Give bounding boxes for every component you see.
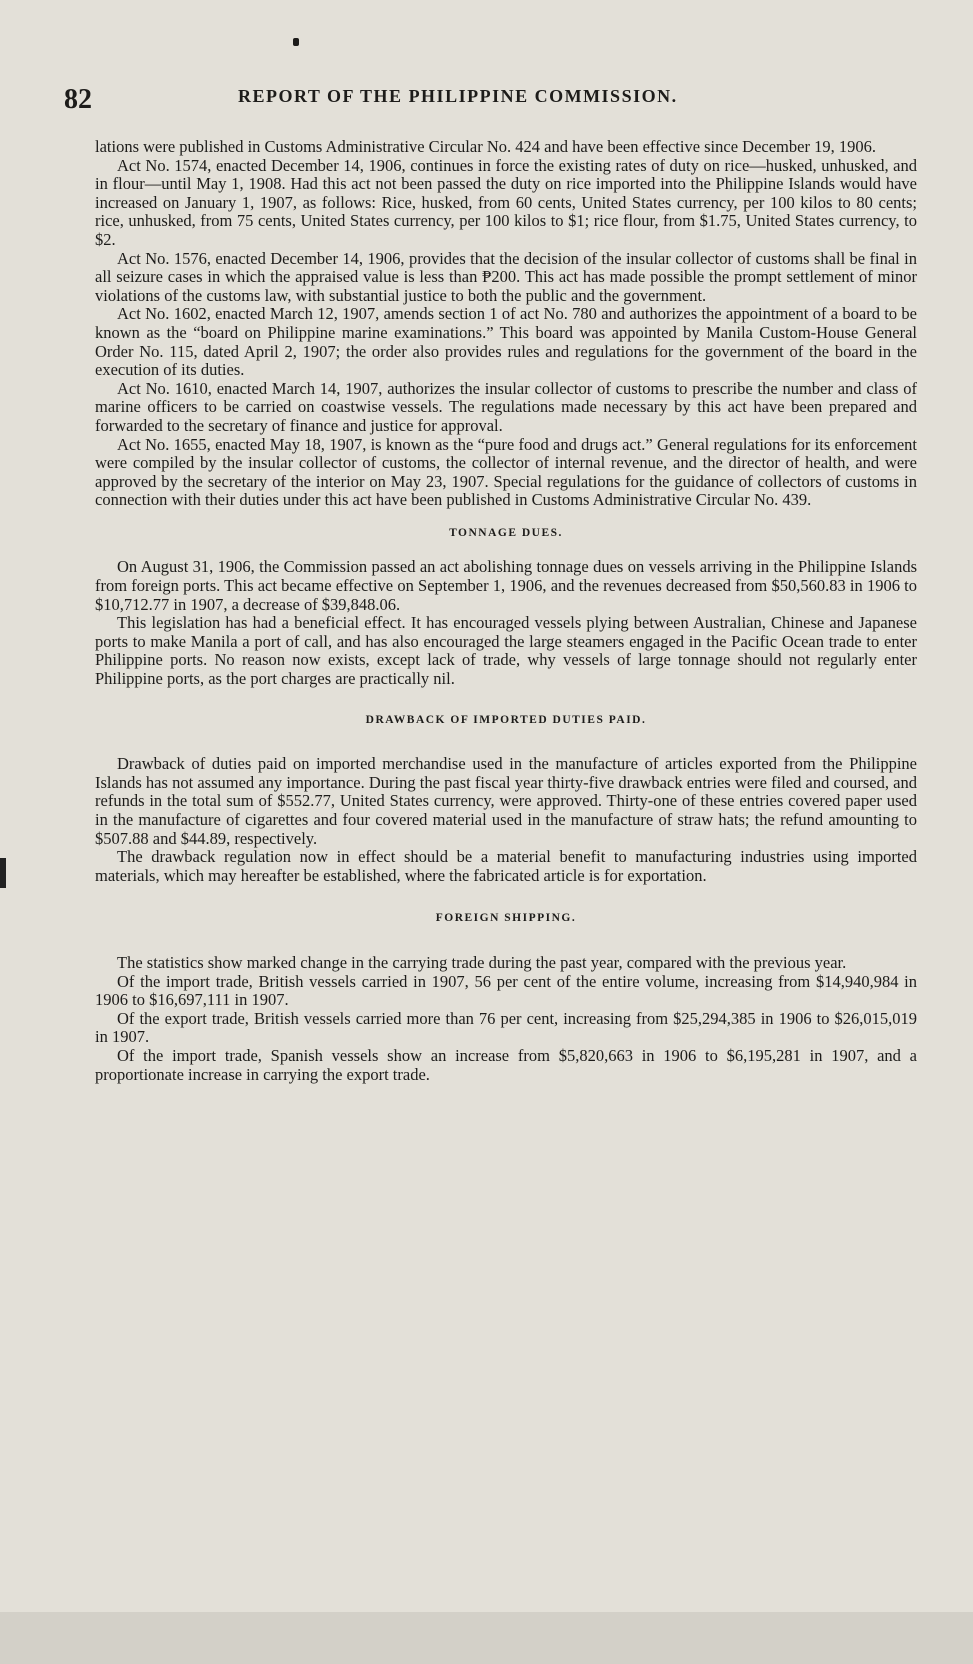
paragraph: Of the import trade, British vessels carried in 1907, 56 per cent of the entire volume, increasing from $14,940,984 in 1906 to $16,697,111 in 1907. — [95, 971, 917, 1010]
paragraph: Act No. 1576, enacted December 14, 1906, provides that the decision of the insular collector of customs shall be final in all seizure cases in which the appraised value is less than ₱200. This act has made possible the prompt settlement of minor violations of the customs law, with substantial justice to both the public and the government. — [95, 248, 917, 305]
ink-dot — [293, 38, 299, 46]
section-heading-drawback: DRAWBACK OF IMPORTED DUTIES PAID. — [365, 713, 647, 726]
paragraph: Of the export trade, British vessels carried more than 76 per cent, increasing from $25,294,385 in 1906 to $26,015,019 in 1907. — [95, 1008, 917, 1047]
page-number: 82 — [64, 84, 92, 115]
paragraph: The drawback regulation now in effect should be a material benefit to manufacturing industries using imported materials, which may hereafter be established, where the fabricated article is for exportation. — [95, 847, 917, 885]
paragraph: Act No. 1602, enacted March 12, 1907, amends section 1 of act No. 780 and authorizes the appointment of a board to be known as the “board on Philippine marine examinations.” This board was appointed by Manila Custom-House General Order No. 115, dated April 2, 1907; the order also provides rules and regulations for the government of the board in the execution of its duties. — [95, 304, 917, 380]
paragraph: On August 31, 1906, the Commission passed an act abolishing tonnage dues on vessels arriving in the Philippine Islands from foreign ports. This act became effective on September 1, 1906, and the revenues decreased from $50,560.83 in 1906 to $10,712.77 in 1907, a decrease of $39,848.06. — [95, 557, 917, 614]
page-bottom-margin — [0, 1612, 973, 1664]
section-heading-tonnage-dues: TONNAGE DUES. — [449, 526, 563, 539]
paragraph: Act No. 1655, enacted May 18, 1907, is known as the “pure food and drugs act.” General regulations for its enforcement were compiled by the insular collector of customs, the collector of internal revenue, and the director of health, and were approved by the secretary of the interior on May 23, 1907. Special regulations for the guidance of collectors of customs in connection with their duties under this act have been published in Customs Administrative Circular No. 439. — [95, 434, 917, 510]
section-heading-foreign-shipping: FOREIGN SHIPPING. — [435, 912, 577, 925]
paragraph: Act No. 1610, enacted March 14, 1907, authorizes the insular collector of customs to prescribe the number and class of marine officers to be carried on coastwise vessels. The regulations made necessary by this act have been prepared and forwarded to the secretary of finance and justice for approval. — [95, 378, 917, 435]
running-title: REPORT OF THE PHILIPPINE COMMISSION. — [238, 86, 678, 106]
paragraph: lations were published in Customs Administrative Circular No. 424 and have been effective since December 19, 1906. — [95, 137, 876, 156]
paragraph: Drawback of duties paid on imported merchandise used in the manufacture of articles exported from the Philippine Islands has not assumed any importance. During the past fiscal year thirty-five drawback entries were filed and coursed, and refunds in the total sum of $552.77, United States currency, were approved. Thirty-one of these entries covered paper used in the manufacture of cigarettes and four covered material used in the manufacture of straw hats; the refund amounting to $507.88 and $44.89, respectively. — [95, 754, 917, 848]
binding-mark — [0, 858, 6, 888]
paragraph: The statistics show marked change in the carrying trade during the past year, compared with the previous year. — [117, 952, 847, 972]
paragraph: Of the import trade, Spanish vessels show an increase from $5,820,663 in 1906 to $6,195,281 in 1907, and a proportionate increase in carrying the export trade. — [95, 1045, 917, 1084]
paragraph: This legislation has had a beneficial effect. It has encouraged vessels plying between Australian, Chinese and Japanese ports to make Manila a port of call, and has also encouraged the large steamers engaged in the Pacific Ocean trade to enter Philippine ports. No reason now exists, except lack of trade, why vessels of large tonnage should not regularly enter Philippine ports, as the port charges are practically nil. — [95, 613, 917, 689]
body-text — [95, 138, 917, 1084]
paragraph: Act No. 1574, enacted December 14, 1906, continues in force the existing rates of duty on rice—husked, unhusked, and in flour—until May 1, 1908. Had this act not been passed the duty on rice imported into the Philippine Islands would have increased on January 1, 1907, as follows: Rice, husked, from 60 cents, United States currency, per 100 kilos to 80 cents; rice, unhusked, from 75 cents, United States currency, per 100 kilos to $1; rice flour, from $1.75, United States currency, to $2. — [95, 155, 917, 249]
